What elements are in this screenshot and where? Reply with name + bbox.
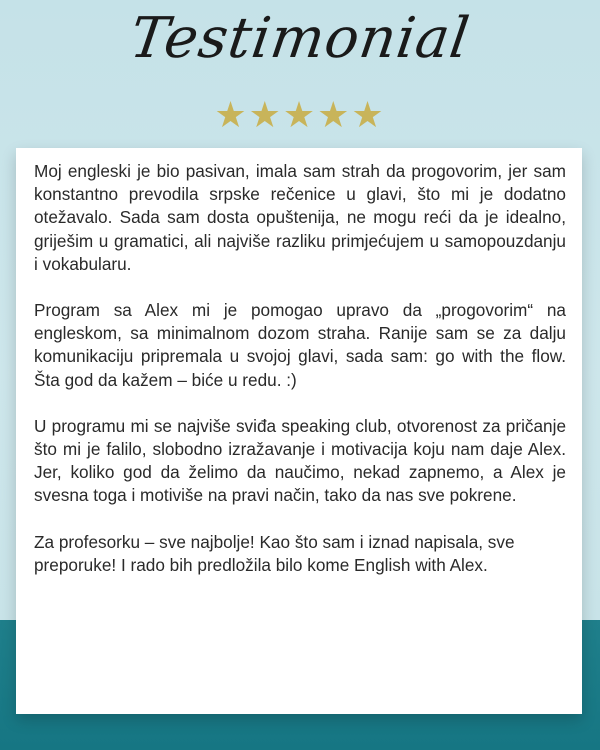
testimonial-paragraph-4: Za profesorku – sve najbolje! Kao što sam i iznad napisala, sve preporuke! I rado bih predložila bilo kome English with Alex. [34, 531, 515, 575]
star-rating: ★★★★★ [214, 95, 386, 136]
testimonial-text [34, 160, 566, 600]
testimonial-card [16, 148, 582, 714]
page-title: Testimonial [126, 6, 474, 71]
testimonial-paragraph-2: Program sa Alex mi je pomogao upravo da „progovorim“ na engleskom, sa minimalnom dozom straha. Ranije sam se za dalju komunikaciju pripremala u svojoj glavi, sada sam: go with the flow. Šta god da kažem – biće u redu. :) [34, 300, 566, 390]
testimonial-paragraph-1: Moj engleski je bio pasivan, imala sam strah da progovorim, jer sam konstantno prevodila srpske rečenice u glavi, što mi je dodatno otežavalo. Sada sam dosta opuštenija, ne mogu reći da je idealno, griješim u gramatici, ali najviše razliku primjećujem u samopouzdanju i vokabularu. [34, 161, 566, 274]
testimonial-paragraph-3: U programu mi se najviše sviđa speaking club, otvorenost za pričanje što mi je falilo, slobodno izražavanje i motivacija koju nam daje Alex. Jer, koliko god da želimo da naučimo, nekad zapnemo, a Alex je svesna toga i motiviše na pravi način, tako da nas sve pokrene. [34, 415, 566, 506]
